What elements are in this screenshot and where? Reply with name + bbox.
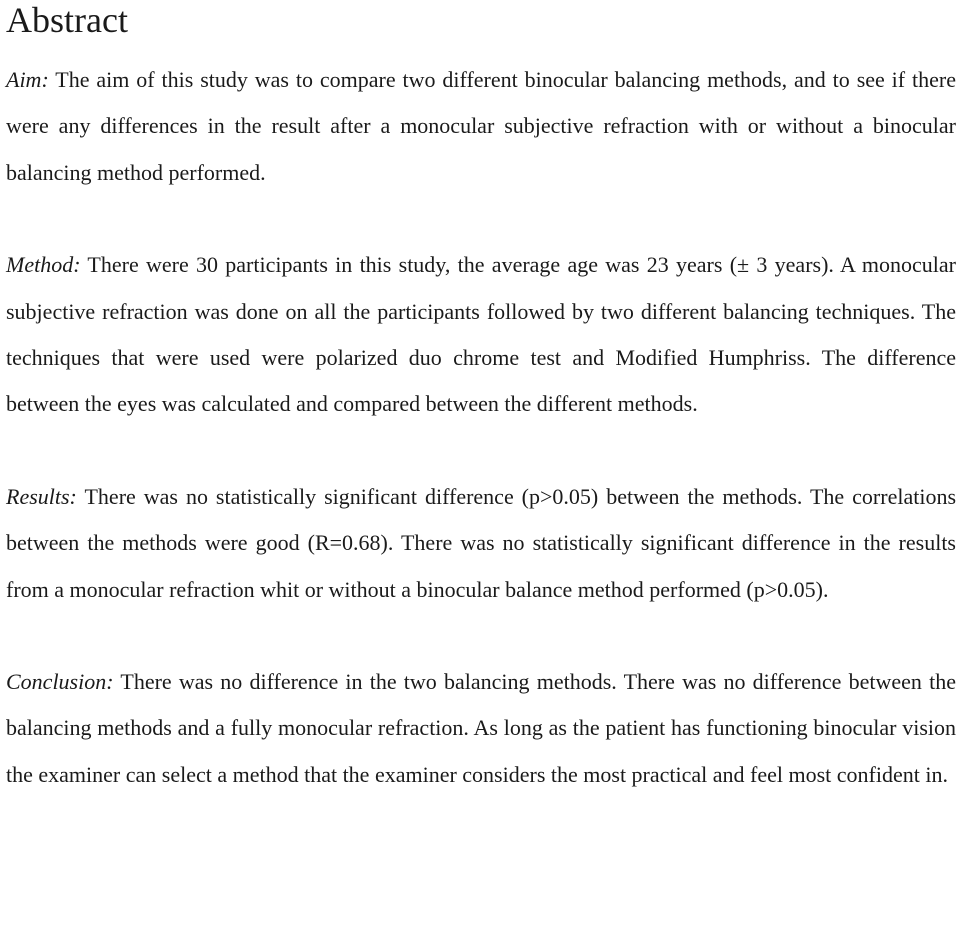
method-paragraph bbox=[6, 242, 956, 428]
results-label: Results: bbox=[6, 483, 77, 509]
method-label: Method: bbox=[6, 252, 81, 278]
conclusion-paragraph bbox=[6, 659, 956, 798]
aim-label: Aim: bbox=[6, 67, 49, 92]
aim-paragraph bbox=[6, 57, 956, 196]
results-text: There was no statistically significant difference (p>0.05) between the methods. The correlations between the methods were good (R=0.68). There was no statistically significant difference in the results from a monocular refraction whit or without a binocular balance method performed (p>0.05). bbox=[6, 483, 957, 602]
abstract-heading: Abstract bbox=[6, 0, 128, 40]
abstract-page bbox=[6, 0, 956, 798]
results-paragraph bbox=[6, 474, 956, 613]
method-text: There were 30 participants in this study, the average age was 23 years (± 3 years). A monocular subjective refraction was done on all the participants followed by two different balancing techniques. The techniques that were used were polarized duo chrome test and Modified Humphriss. The difference between the eyes was calculated and compared between the different methods. bbox=[6, 252, 957, 417]
conclusion-label: Conclusion: bbox=[6, 669, 114, 695]
conclusion-text: There was no difference in the two balancing methods. There was no difference between the balancing methods and a fully monocular refraction. As long as the patient has functioning binocular vision the examiner can select a method that the examiner considers the most practical and feel most confident in. bbox=[6, 669, 956, 787]
aim-text: The aim of this study was to compare two different binocular balancing methods, and to see if there were any differences in the result after a monocular subjective refraction with or without a binocular balancing method performed. bbox=[6, 67, 956, 185]
